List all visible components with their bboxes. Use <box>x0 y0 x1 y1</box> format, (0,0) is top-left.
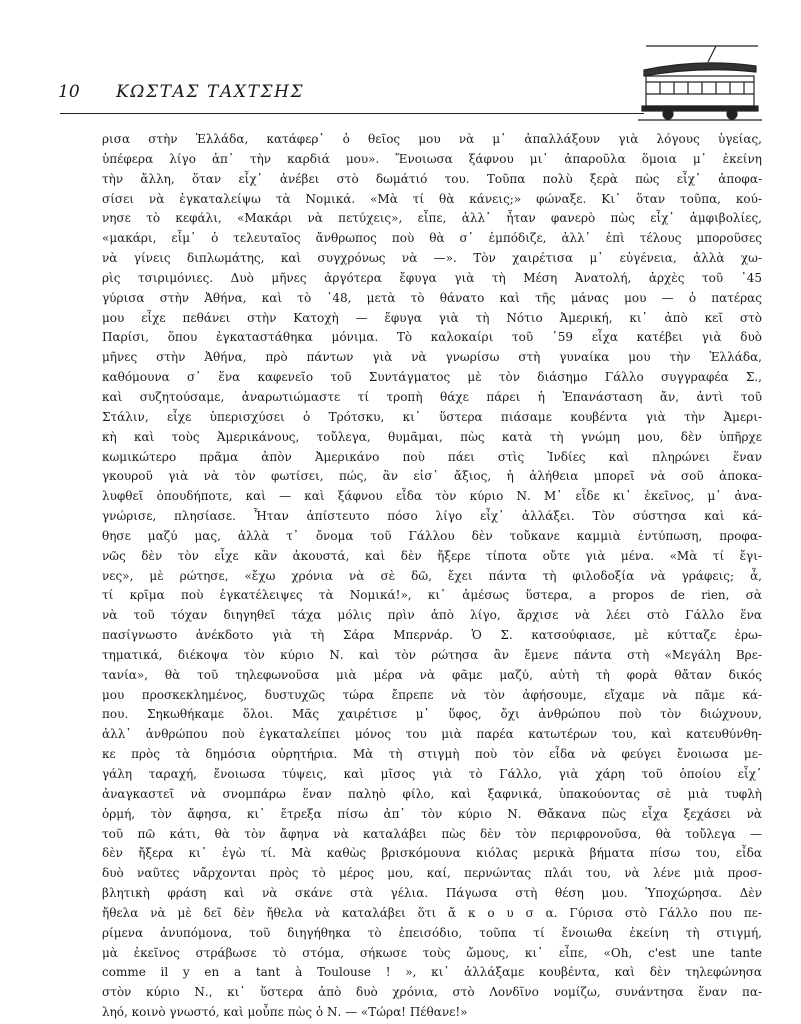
body-line: γκουροῦ γιὰ νὰ τὸν φωτίσει, πώς, ἂν εἰσ᾽ ἄξιος, ἡ ἀλήθεια μπορεῖ νὰ σοῦ ἀποκα- <box>102 469 762 484</box>
body-line: βλητικὴ φράση καὶ νὰ σκάνε στὰ γέλια. Πάγωσα στὴ θέση μου. Ὑποχώρησα. Δὲν <box>102 886 762 901</box>
body-line: ἀναγκαστεῖ νὰ σνομπάρω ἕναν παληὸ φίλο, καὶ ξαφνικά, ὑπακούοντας σὲ μιὰ τυφλὴ <box>102 786 762 801</box>
body-line: που. Σηκωθήκαμε ὅλοι. Μᾶς χαιρέτισε μ᾽ ὕφος, ὄχι ἀνθρώπου ποὺ τὸν διώχνουν, <box>102 707 762 722</box>
body-line: νὰ τοῦ τόχαν διηγηθεῖ τάχα μόλις πρὶν ἀπὸ λίγο, ἄρχισε νὰ λέει στὸ Γάλλο ἕνα <box>102 608 762 623</box>
running-head-author: ΚΩΣΤΑΣ ΤΑΧΤΣΗΣ <box>116 82 305 102</box>
body-line: τί κρῖμα ποὺ ἐγκατέλειψες τὰ Νομικά!», κι᾽ ἀμέσως ὕστερα, a propos de rien, σὰ <box>102 588 762 603</box>
body-line: τοῦ πῶ κάτι, θὰ τὸν ἄφηνα νὰ καταλάβει πὼς δὲν τὸν περιφρονοῦσα, θὰ τοὔλεγα — <box>102 826 762 841</box>
body-line: νῶς δὲν τὸν εἶχε κἂν ἀκουστά, καὶ δὲν ἤξερε τίποτα οὔτε γιὰ μένα. «Μὰ τί ἔγι- <box>102 548 762 563</box>
body-line: μὰ ἐκεῖνος στράβωσε τὸ στόμα, σήκωσε τοὺς ὤμους, κι᾽ εἶπε, «Oh, c'est une tante <box>102 945 762 960</box>
body-line: μου προσκεκλημένος, δυστυχῶς τώρα ἔπρεπε νὰ τὸν ἀφήσουμε, εἴχαμε νὰ πᾶμε κά- <box>102 687 762 702</box>
body-line: μῆνες στὴν Ἀθήνα, πρὸ πάντων γιὰ νὰ γνωρίσω στὴ γυναίκα μου τὴν Ἑλλάδα, <box>102 350 762 365</box>
body-line: νησε τὸ κεφάλι, «Μακάρι νὰ πετύχεις», εἶπε, ἀλλ᾽ ἦταν φανερὸ πὼς εἶχ᾽ ἀμφιβολίες, <box>102 211 762 226</box>
body-line: ρὶς τσιριμόνιες. Δυὸ μῆνες ἀργότερα ἔφυγα γιὰ τὴ Μέση Ἀνατολή, ἀρχὲς τοῦ ᾽45 <box>102 270 762 285</box>
body-text <box>102 130 762 1023</box>
body-line: λυφθεῖ ὁπουδήποτε, καὶ — καὶ ξάφνου εἶδα τὸν κύριο Ν. Μ᾽ εἶδε κι᾽ ἐκεῖνος, μ᾽ ἀνα- <box>102 489 762 504</box>
body-line: ληό, κοινὸ γνωστό, καὶ μοὖπε πὼς ὁ Ν. — «Τώρα! Πέθανε!» <box>102 1005 468 1020</box>
body-line: ἀλλ᾽ ἀνθρώπου ποὺ ἐγκαταλείπει μόνος του μιὰ παρέα κατωτέρων του, καὶ κατευθύνθη- <box>102 727 762 742</box>
body-line: ρίμενα ἀνυπόμονα, τοῦ διηγήθηκα τὸ ἐπεισόδιο, τοῦπα τί ἔνοιωθα ἐκείνη τὴ στιγμή, <box>102 925 762 940</box>
body-line: ὁρμή, τὸν ἄφησα, κι᾽ ἔτρεξα πίσω ἀπ᾽ τὸν κύριο Ν. Θἄκανα πὼς εἶχα ξεχάσει νὰ <box>102 806 762 821</box>
body-line: γάλη ταραχή, ἔνοιωσα τύψεις, καὶ μῖσος γιὰ τὸ Γάλλο, γιὰ χάρη τοῦ ὁποίου εἶχ᾽ <box>102 767 762 781</box>
body-line: Παρίσι, ὅπου ἐγκαταστάθηκα μόνιμα. Τὸ καλοκαίρι τοῦ ᾽59 εἶχα κατέβει γιὰ δυὸ <box>102 330 762 345</box>
body-line: comme il y en a tant à Toulouse ! », κι᾽ ἀλλάξαμε κουβέντα, καὶ δὲν τηλεφώνησα <box>102 965 762 980</box>
body-line: τανία», θὰ τοῦ τηλεφωνοῦσα μιὰ μέρα νὰ φᾶμε μαζύ, αὐτὴ τὴ φορὰ θἄταν δικός <box>102 667 762 682</box>
tram-car-icon <box>638 42 762 122</box>
body-line: καὶ συζητούσαμε, ἀναρωτιώμαστε τί τροπὴ θάχε πάρει ἡ Ἐπανάσταση ἄν, ἀντὶ τοῦ <box>102 389 762 404</box>
body-line: ἤθελα νὰ μὲ δεῖ δὲν ἤθελα νὰ καταλάβει ὅτι ἄ κ ο υ σ α. Γύρισα στὸ Γάλλο που πε- <box>102 905 762 920</box>
header-rule <box>60 113 644 114</box>
body-line: θησε μαζύ μας, ἀλλὰ τ᾽ ὄνομα τοῦ Γάλλου δὲν τοὔκανε καμμιὰ ἐντύπωση, προφα- <box>102 528 762 543</box>
page-number: 10 <box>58 82 80 102</box>
body-line: στὸν κύριο Ν., κι᾽ ὕστερα ἀπὸ δυὸ χρόνια, στὸ Λονδῖνο νομίζω, συνάντησα ἕναν πα- <box>102 985 762 1000</box>
body-line: καθόμουνα σ᾽ ἕνα καφενεῖο τοῦ Συντάγματος μὲ τὸν διάσημο Γάλλο συγγραφέα Σ., <box>102 370 762 385</box>
body-line: κε πρὸς τὰ δημόσια οὐρητήρια. Μὰ τὴ στιγμὴ ποὺ τὸν εἶδα νὰ φεύγει ἔνοιωσα με- <box>102 747 762 762</box>
body-line: Στάλιν, εἶχε ὑπερισχύσει ὁ Τρότσκυ, κι᾽ ὕστερα πιάσαμε κουβέντα γιὰ τὴν Ἀμερι- <box>102 409 762 424</box>
body-line: νὰ γίνεις διπλωμάτης, καὶ συγχρόνως νὰ —». Τὸν χαιρέτισα μ᾽ εὐγένεια, ἀλλὰ χω- <box>102 251 762 266</box>
body-line: τηματικά, διέκοψα τὸν κύριο Ν. καὶ τὸν ρώτησα ἂν ἔμενε πάντα στὴ «Μεγάλη Βρε- <box>102 647 762 662</box>
body-line: κὴ καὶ τοὺς Ἀμερικάνους, τοὔλεγα, θυμᾶμαι, πὼς κατὰ τὴ γνώμη μου, δὲν ὑπῆρχε <box>102 429 762 444</box>
body-line: «μακάρι, εἶμ᾽ ὁ τελευταῖος ἄνθρωπος ποὺ θὰ σ᾽ ἐμπόδιζε, ἀλλ᾽ ἐπὶ τέλους μποροῦσες <box>102 231 762 246</box>
page-header <box>58 82 588 114</box>
body-line: μου εἶχε πεθάνει στὴν Κατοχὴ — ἔφυγα γιὰ τὴ Νότιο Ἀμερική, κι᾽ ἀπὸ κεῖ στὸ <box>102 310 762 325</box>
body-line: σίσει νὰ ἐγκαταλείψω τὰ Νομικά. «Μὰ τί θὰ κάνεις;» φώναξε. Κι᾽ ὅταν τοῦπα, κού- <box>102 191 762 206</box>
body-line: κωμικώτερο πρᾶμα ἀπὸν Ἀμερικάνο ποὺ πάει στὶς Ἰνδίες καὶ πληρώνει ἕναν <box>102 449 762 464</box>
body-line: νες», μὲ ρώτησε, «ἔχω χρόνια νὰ σὲ δῶ, ἔχει πάντα τὴ φιλοδοξία νὰ γράφεις; ἆ, <box>102 568 762 583</box>
body-line: δὲν ἤξερα κι᾽ ἐγὼ τί. Μὰ καθὼς βρισκόμουνα κιόλας μερικὰ βήματα πίσω του, εἶδα <box>102 846 762 861</box>
body-line: δυὸ ναῦτες νἄρχονται πρὸς τὸ μέρος μου, καί, περνώντας πλάι του, νὰ λένε μιὰ προσ- <box>102 866 762 881</box>
body-line: πασίγνωστο ἀνέκδοτο γιὰ τὴ Σάρα Μπερνάρ. Ὁ Σ. κατσούφιασε, μὲ κύτταζε ἐρω- <box>102 628 762 643</box>
body-line: γνώρισε, πλησίασε. Ἦταν ἀπίστευτο πόσο λίγο εἶχ᾽ ἀλλάξει. Τὸν σύστησα καὶ κά- <box>102 509 762 524</box>
body-line: τὴν ἄλλη, ὅταν εἶχ᾽ ἀνέβει στὸ δωμάτιό του. Τοῦπα πολὺ ξερὰ πὼς εἶχ᾽ ἀποφα- <box>102 171 762 186</box>
body-line: ρισα στὴν Ἑλλάδα, κατάφερ᾽ ὁ θεῖος μου νὰ μ᾽ ἀπαλλάξουν γιὰ λόγους ὑγείας, <box>102 132 762 146</box>
body-line: γύρισα στὴν Ἀθήνα, καὶ τὸ ᾽48, μετὰ τὸ θάνατο καὶ τῆς μάνας μου — ὁ πατέρας <box>102 290 762 305</box>
body-line: ὑπέφερα λίγο ἀπ᾽ τὴν καρδιά μου». Ἔνοιωσα ξάφνου μι᾽ ἀπαροῦλα ὅμοια μ᾽ ἐκείνη <box>102 151 762 166</box>
